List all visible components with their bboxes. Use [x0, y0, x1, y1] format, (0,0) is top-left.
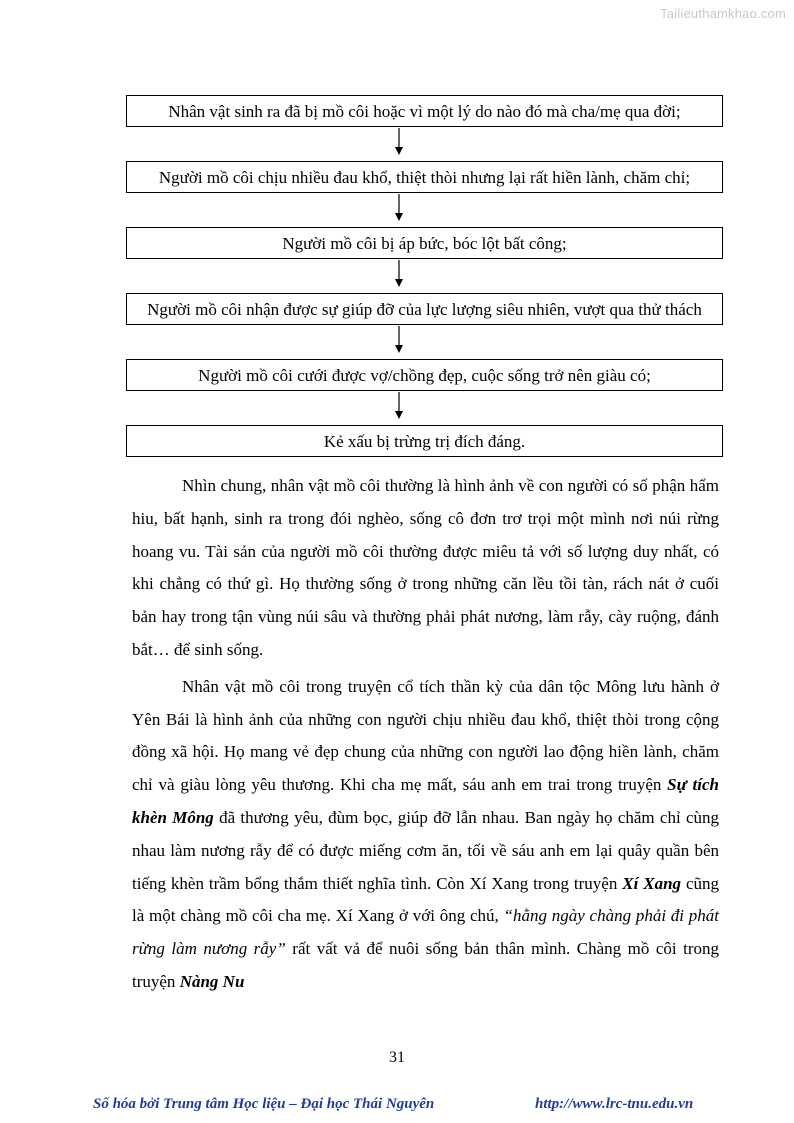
paragraph-2-text: Nhân vật mồ côi trong truyện cổ tích thần kỳ của dân tộc Mông lưu hành ở Yên Bái là hình ảnh của những con người chịu nhiều đau khổ, thiệt thòi trong cộng đồng xã hội. Họ mang vẻ đẹp chung của những con người lao động hiền lành, chăm chỉ và giàu lòng yêu thương. Khi cha mẹ mất, sáu anh em trai trong truyện — [132, 676, 719, 795]
flowchart — [126, 0, 725, 460]
paragraph-2-text: rất vất vả để nuôi sống bản thân mình. Chàng mồ côi trong truyện — [132, 939, 719, 991]
arrow-down-icon — [394, 194, 404, 222]
quote: “hằng ngày chàng phải đi phát rừng làm nương rẫy” — [132, 906, 719, 959]
footer-source: Số hóa bởi Trung tâm Học liệu – Đại học Thái Nguyên — [93, 1096, 435, 1112]
paragraph-2-text: cũng là một chàng mồ côi cha mẹ. Xí Xang ở với ông chú, — [132, 873, 720, 926]
arrow-down-icon — [394, 128, 404, 156]
story-title: Sự tích khèn Mông — [132, 775, 719, 827]
watermark: Tailieuthamkhao.com — [660, 6, 786, 21]
flowchart-step-6: Kẻ xấu bị trừng trị đích đáng. — [126, 425, 723, 457]
flowchart-step-1: Nhân vật sinh ra đã bị mồ côi hoặc vì một lý do nào đó mà cha/mẹ qua đời; — [126, 95, 723, 127]
flowchart-step-3: Người mồ côi bị áp bức, bóc lột bất công; — [126, 227, 723, 259]
story-title: Nàng Nu — [179, 971, 245, 991]
flowchart-step-2: Người mồ côi chịu nhiều đau khổ, thiệt thòi nhưng lại rất hiền lành, chăm chỉ; — [126, 161, 723, 193]
body-text — [132, 470, 719, 999]
paragraph-2-text: đã thương yêu, đùm bọc, giúp đỡ lẫn nhau. Ban ngày họ chăm chỉ cùng nhau làm nương rẫy để có được miếng cơm ăn, tối về sáu anh em lại quây quần bên tiếng khèn trầm bổng thắm thiết nghĩa tình. Còn Xí Xang trong truyện — [132, 807, 719, 893]
paragraph-1: Nhìn chung, nhân vật mồ côi thường là hình ảnh về con người có số phận hẩm hiu, bất hạnh, sinh ra trong đói nghèo, sống cô đơn trơ trọi một mình nơi núi rừng hoang vu. Tài sản của người mồ côi thường được miêu tả với số lượng duy nhất, có khi chẳng có thứ gì. Họ thường sống ở trong những căn lều tồi tàn, rách nát ở cuối bản hay trong tận vùng núi sâu và thường phải phát nương, làm rẫy, cày ruộng, đánh bắt… để sinh sống. — [132, 476, 719, 659]
story-title: Xí Xang — [622, 873, 682, 893]
arrow-down-icon — [394, 326, 404, 354]
footer-url[interactable]: http://www.lrc-tnu.edu.vn — [535, 1096, 694, 1112]
flowchart-step-5: Người mồ côi cưới được vợ/chồng đẹp, cuộc sống trở nên giàu có; — [126, 359, 723, 391]
page-number: 31 — [389, 1049, 405, 1066]
flowchart-step-4: Người mồ côi nhận được sự giúp đỡ của lực lượng siêu nhiên, vượt qua thử thách — [126, 293, 723, 325]
arrow-down-icon — [394, 392, 404, 420]
arrow-down-icon — [394, 260, 404, 288]
paragraph-2 — [132, 671, 719, 999]
